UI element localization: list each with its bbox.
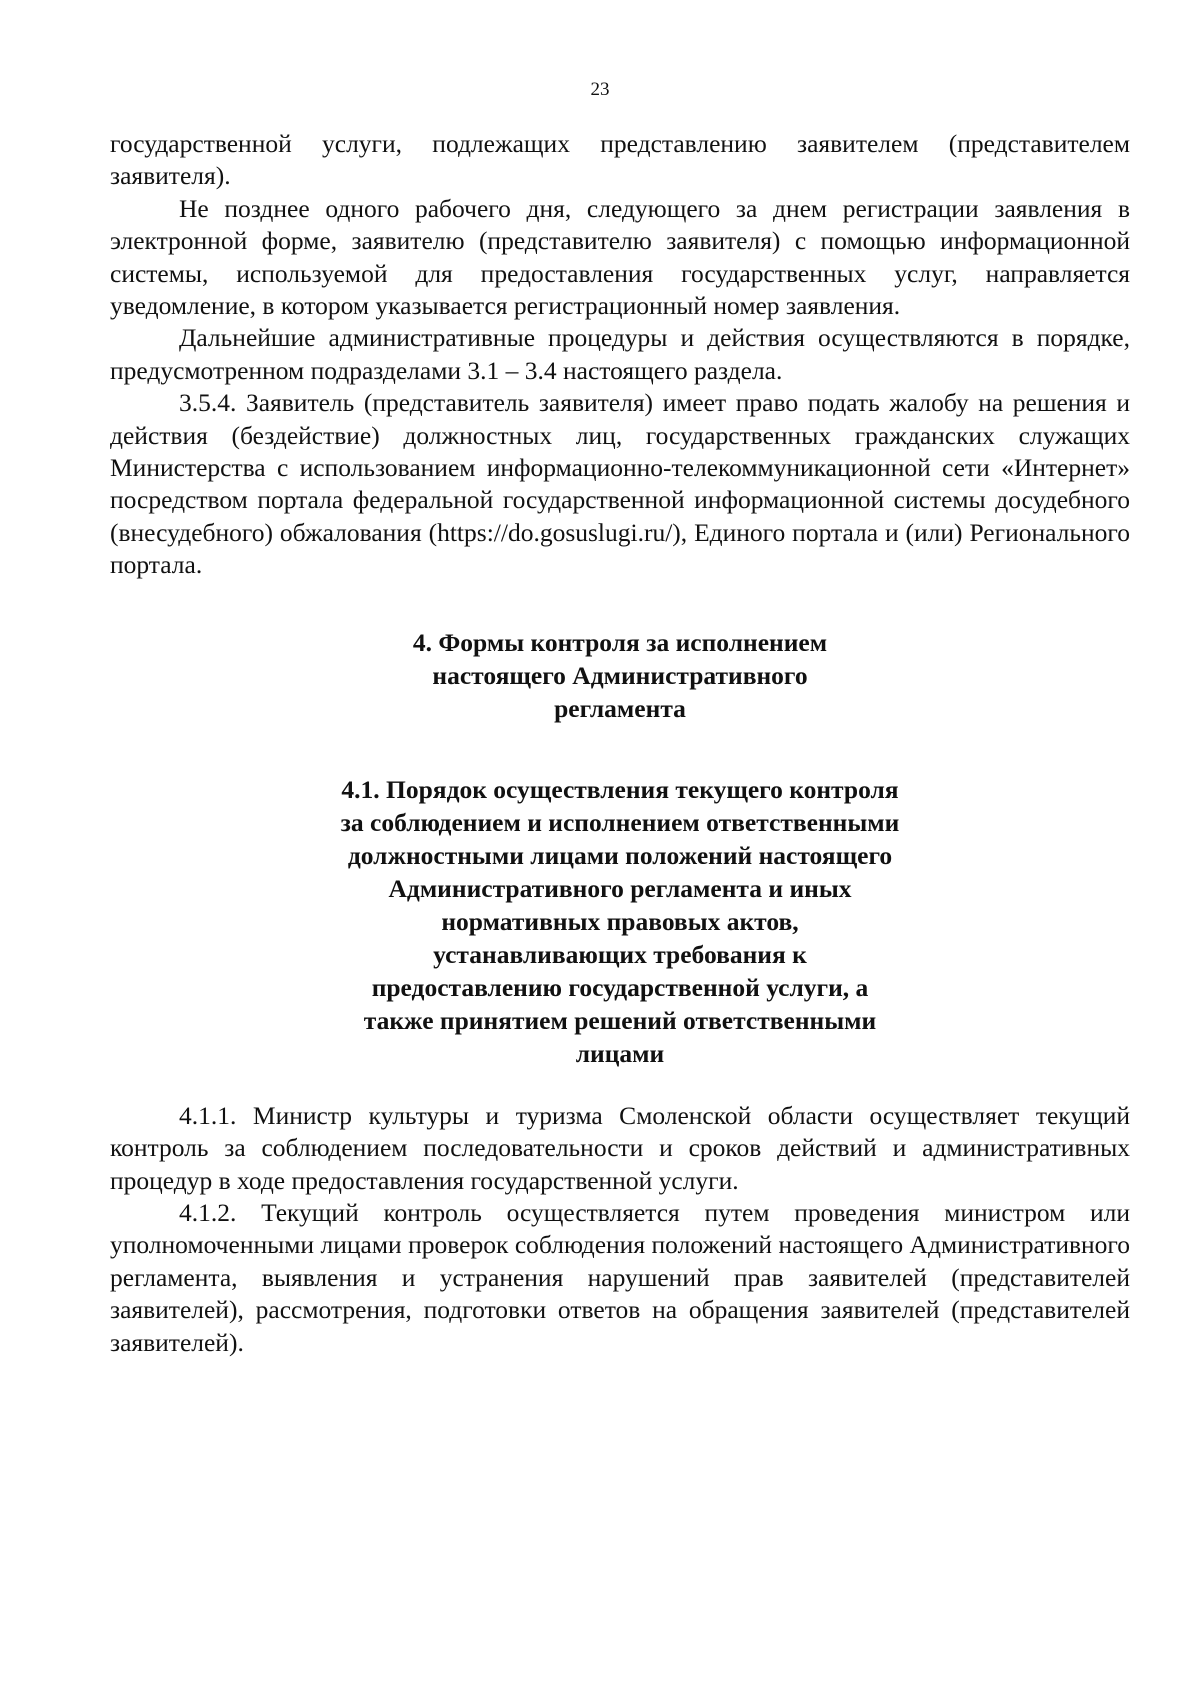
section-heading-4: 4. Формы контроля за исполнением настоящего Административного регламента [412,627,828,723]
subsection-heading-4-1: 4.1. Порядок осуществления текущего контроля за соблюдением и исполнением ответственными должностными лицами положений настоящего Административного регламента и иных нормативных правовых актов, устанавливающих требования к предоставлению государственной услуги, а также принятием решений ответственными лицами [340,774,900,1068]
paragraph-continuation: государственной услуги, подлежащих представлению заявителем (представителем заявителя). [110,129,1130,191]
paragraph-3-5-4: 3.5.4. Заявитель (представитель заявителя) имеет право подать жалобу на решения и действия (бездействие) должностных лиц, государственных гражданских служащих Министерства с использованием информационно-телекоммуникационной сети «Интернет» посредством портала федеральной государственной информационной системы досудебного (внесудебного) обжалования (https://do.gosuslugi.ru/), Единого портала и (или) Регионального портала. [110,388,1130,580]
paragraph-further-procedures: Дальнейшие административные процедуры и действия осуществляются в порядке, предусмотренном подразделами 3.1 – 3.4 настоящего раздела. [110,323,1130,385]
document-body [110,128,1130,1359]
paragraph-notification: Не позднее одного рабочего дня, следующего за днем регистрации заявления в электронной форме, заявителю (представителю заявителя) с помощью информационной системы, используемой для предоставления государственных услуг, направляется уведомление, в котором указывается регистрационный номер заявления. [110,193,1130,321]
paragraph-4-1-1: 4.1.1. Министр культуры и туризма Смоленской области осуществляет текущий контроль за соблюдением последовательности и сроков действий и административных процедур в ходе предоставления государственной услуги. [110,1100,1130,1195]
paragraph-4-1-2: 4.1.2. Текущий контроль осуществляется путем проведения министром или уполномоченными лицами проверок соблюдения положений настоящего Административного регламента, выявления и устранения нарушений прав заявителей (представителей заявителей), рассмотрения, подготовки ответов на обращения заявителей (представителей заявителей). [110,1197,1130,1357]
page-number: 23 [590,79,610,100]
